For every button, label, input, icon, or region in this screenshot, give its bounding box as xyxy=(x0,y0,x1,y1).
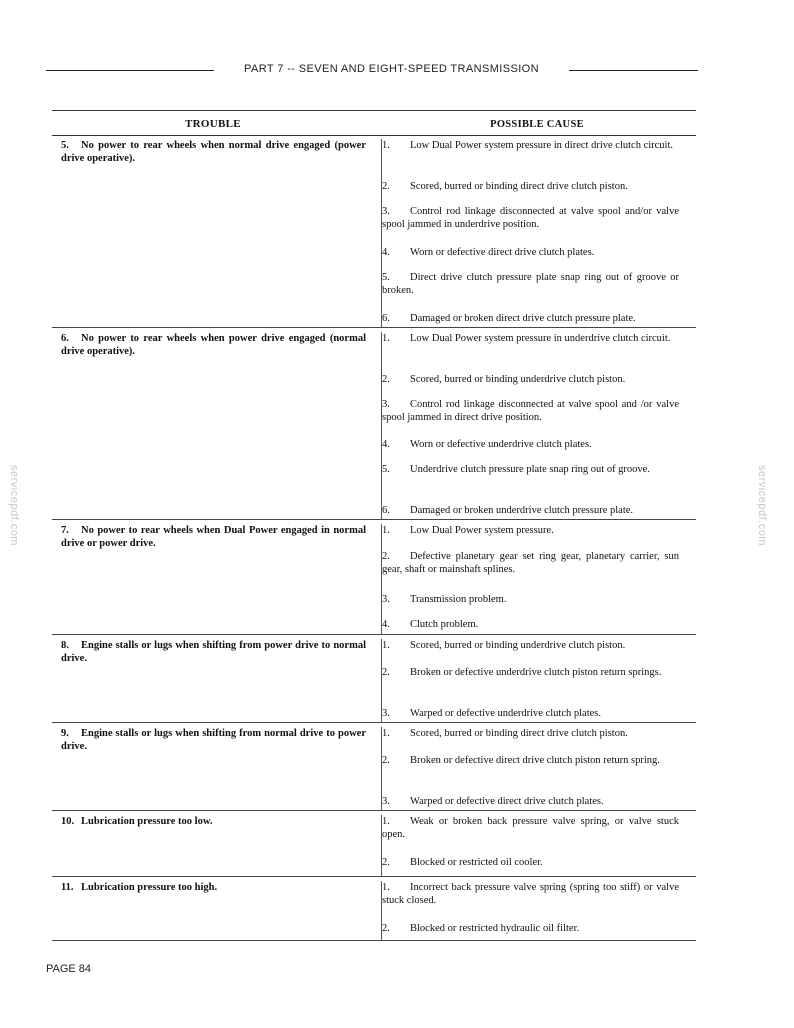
watermark-left: servicepdf.com xyxy=(8,465,20,546)
cause-item: 2. Broken or defective direct drive clutch piston return spring. xyxy=(382,755,660,766)
header-rule-right xyxy=(569,70,698,71)
column-header-cause: POSSIBLE CAUSE xyxy=(490,119,584,130)
running-header xyxy=(46,63,698,79)
cause-item: 1. Low Dual Power system pressure. xyxy=(382,525,554,536)
trouble-text: 11. Lubrication pressure too high. xyxy=(61,882,218,893)
cause-item: 1. Low Dual Power system pressure in direct drive clutch circuit. xyxy=(382,140,674,151)
header-title: PART 7 -- SEVEN AND EIGHT-SPEED TRANSMISSION xyxy=(244,63,539,75)
cause-item: 3. Warped or defective direct drive clutch plates. xyxy=(382,796,604,807)
cause-item: 2. Scored, burred or binding direct drive clutch piston. xyxy=(382,181,628,192)
cause-item: 1. Scored, burred or binding underdrive clutch piston. xyxy=(382,640,626,651)
cause-item: 2. Broken or defective underdrive clutch piston return springs. xyxy=(382,667,662,678)
watermark-right: servicepdf.com xyxy=(756,465,768,546)
table-row xyxy=(52,811,696,877)
trouble-text: 10. Lubrication pressure too low. xyxy=(61,816,213,827)
header-rule-left xyxy=(46,70,214,71)
table-row xyxy=(52,328,696,520)
cause-item: 5. Direct drive clutch pressure plate snap ring out of groove or broken. xyxy=(382,272,679,296)
table-row xyxy=(52,723,696,811)
cause-item: 3. Control rod linkage disconnected at valve spool and /or valve spool jammed in direct drive position. xyxy=(382,399,679,423)
column-headers xyxy=(52,110,696,136)
cause-item: 4. Worn or defective direct drive clutch plates. xyxy=(382,247,595,258)
cause-item: 2. Scored, burred or binding underdrive clutch piston. xyxy=(382,374,626,385)
cause-item: 1. Scored, burred or binding direct drive clutch piston. xyxy=(382,728,628,739)
trouble-text: 7. No power to rear wheels when Dual Power engaged in normal drive or power drive. xyxy=(61,525,366,549)
trouble-text: 6. No power to rear wheels when power drive engaged (normal drive operative). xyxy=(61,333,366,357)
cause-item: 4. Clutch problem. xyxy=(382,619,479,630)
cause-item: 3. Control rod linkage disconnected at valve spool and/or valve spool jammed in underdrive position. xyxy=(382,206,679,230)
table-row xyxy=(52,635,696,723)
cause-list xyxy=(381,139,679,328)
cause-list xyxy=(381,727,679,811)
cause-list xyxy=(381,524,679,635)
table-row xyxy=(52,520,696,635)
table-row xyxy=(52,135,696,328)
cause-item: 3. Warped or defective underdrive clutch plates. xyxy=(382,708,601,719)
cause-item: 2. Defective planetary gear set ring gear, planetary carrier, sun gear, shaft or mainshaft splines. xyxy=(382,551,679,575)
trouble-text: 5. No power to rear wheels when normal drive engaged (power drive operative). xyxy=(61,140,366,164)
cause-list xyxy=(381,332,679,520)
cause-item: 4. Worn or defective underdrive clutch plates. xyxy=(382,439,592,450)
cause-item: 3. Transmission problem. xyxy=(382,594,507,605)
cause-item: 5. Underdrive clutch pressure plate snap ring out of groove. xyxy=(382,464,650,475)
cause-item: 2. Blocked or restricted oil cooler. xyxy=(382,857,543,868)
cause-item: 2. Blocked or restricted hydraulic oil filter. xyxy=(382,923,580,934)
trouble-text: 8. Engine stalls or lugs when shifting from power drive to normal drive. xyxy=(61,640,366,664)
cause-item: 1. Incorrect back pressure valve spring (spring too stiff) or valve stuck closed. xyxy=(382,882,679,906)
cause-list xyxy=(381,815,679,877)
column-header-trouble: TROUBLE xyxy=(185,118,241,130)
trouble-text: 9. Engine stalls or lugs when shifting from normal drive to power drive. xyxy=(61,728,366,752)
table-row xyxy=(52,877,696,941)
cause-list xyxy=(381,639,679,723)
cause-item: 6. Damaged or broken direct drive clutch pressure plate. xyxy=(382,313,636,324)
cause-item: 1. Weak or broken back pressure valve spring, or valve stuck open. xyxy=(382,816,679,840)
cause-item: 6. Damaged or broken underdrive clutch pressure plate. xyxy=(382,505,634,516)
cause-item: 1. Low Dual Power system pressure in underdrive clutch circuit. xyxy=(382,333,671,344)
page-number: PAGE 84 xyxy=(46,963,92,975)
cause-list xyxy=(381,881,679,941)
